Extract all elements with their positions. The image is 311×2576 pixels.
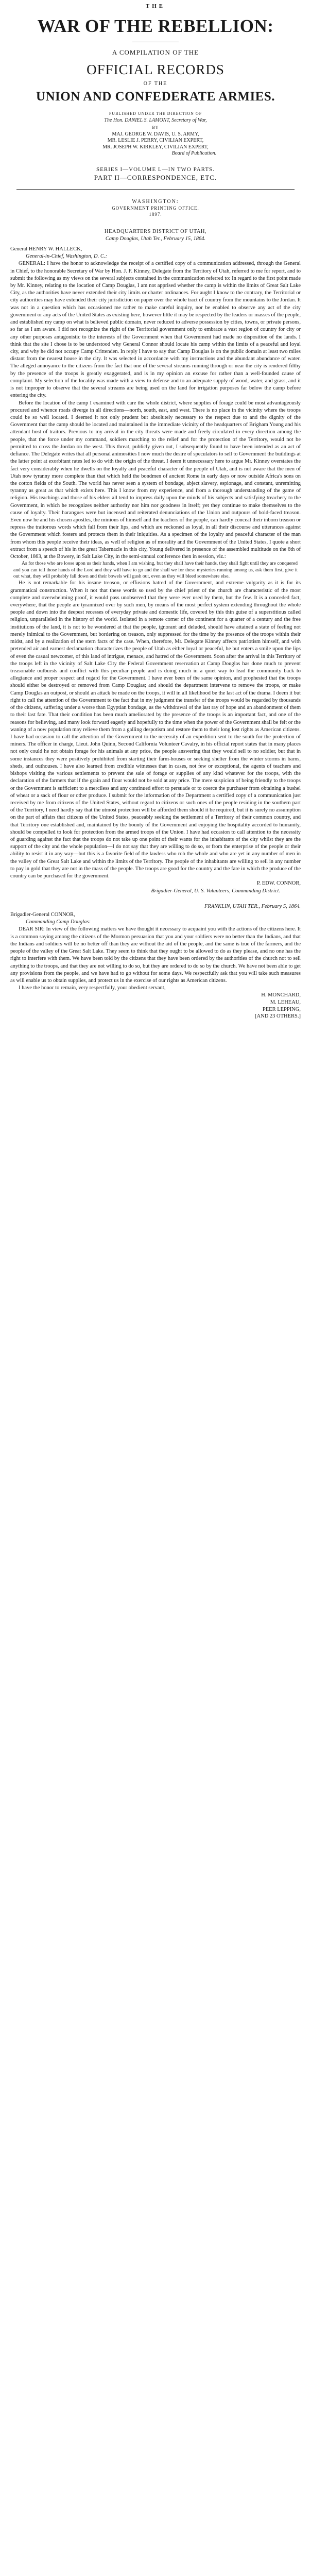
board-member: MR. LESLIE J. PERRY, CIVILIAN EXPERT, <box>107 138 204 143</box>
letter-heading: HEADQUARTERS DISTRICT OF UTAH, <box>104 228 207 234</box>
letter-paragraph: Before the location of the camp I examined with care the whole district, where supplies of forage could be most advantageously procured and whence roads diverge in all directions—north, south, east, and west. There is no place in the vicinity where the troops could be so well located. I deemed it not only prudent but absolutely necessary to the respect due to and the dignity of the Government that the camp should be located and maintained in the immediate vicinity of the headquarters of Brigham Young and his attendant host of traitors. Previous to my arrival in the city threats were made and freely circulated in every direction among the people, that the force under my command, soldiers marching to the relief and for the protection of the Territory, would not be permitted to cross the Jordan on the west. This threat, publicly given out, I subsequently found to have been intended as an act of defiance. The Delegate writes that all personal animosities I now much the desire of speculators to sell to Government the buildings at the latter point at exorbitant rates led to do with the origin of the threat. I deem it unnecessary here to argue Mr. Kinney overstates the fact very considerably when he dwells on the loyalty and peaceful character of the people of Utah, and is not aware that the men of Utah now tyranny more complete than that which held the bondmen of ancient Rome in early days or now outside Africa's sons on the cotton fields of the South. The world has never seen a system of bondage, abject slavery, espionage, and constant, unremitting tyranny as great as that which exists here. This I know from my experience, and from a thorough understanding of the game of religion. His teachings and those of his elders all tend to impress daily upon the minds of his subjects and satisfying treachery to the Government, in which he recognizes neither authority nor him nor goodness in itself; yet they continue to make themselves to the cause of loyalty. Their harangues were but incensed and reiterated denunciations of the Union and outpours of bold-faced treason. Even now he and his chosen apostles, the minions of himself and the teachers of the people, can hardly conceal their inborn treason or repress the traitorous words which fall from their lips, and which are reckoned as loyal, in all their discourse and utterances against the Government which fosters and protects them in their iniquities. As a specimen of the loyalty and peaceful character of the man from whom this people receive their ideas, as well of religion as of morality and the Government of the United States, I quote a short extract from a speech of his in the great Tabernacle in this city, Young delivered in presence of the assembled multitude on the 6th of October, 1863, at the Bowery, in Salt Lake City, in the semi-annual conference then in session, viz.: <box>10 400 301 560</box>
subtitle-of-the: OF THE <box>143 80 168 87</box>
letter-paragraph: DEAR SIR: In view of the following matters we have thought it necessary to acquaint you with the actions of the citizens here. It is a common saying among the citizens of the Mormon persuasion that you and your soldiers were no better than the Indians, and that the Indians and soldiers will be no better off than they are without the aid of the people, and the same is true of the farmers, and the people of the valley of the Great Salt Lake. They seem to think that they ought to be allowed to do as they please, and no one has the right to interfere with them. We have been told by the citizens that they have been ordered by the authorities of the church not to sell anything to the troops, and that they are not willing to do so, but they are ordered to do so by the church. We have not been able to get any provisions from the people, and we have had to go without for some days. We respectfully ask that you will take such measures as will enable us to obtain supplies, and protect us in the exercise of our rights as American citizens. <box>10 926 301 984</box>
recipient-name: Brigadier-General CONNOR, <box>10 912 75 918</box>
signer: PEER LEPPING, <box>262 1006 301 1012</box>
subtitle-armies: UNION AND CONFEDERATE ARMIES. <box>36 89 275 104</box>
addressee-title: General-in-Chief, Washington, D. C.: <box>26 253 107 260</box>
divider <box>16 189 295 190</box>
subtitle-official-records: OFFICIAL RECORDS <box>87 61 224 77</box>
letter-closing: I have the honor to remain, very respectfully, your obedient servant, <box>19 985 166 991</box>
letter2-signers <box>10 992 301 1020</box>
letter-connor <box>10 228 301 1020</box>
book-title: WAR OF THE REBELLION: <box>37 16 274 36</box>
imprint-office: GOVERNMENT PRINTING OFFICE. <box>112 205 199 211</box>
board-member: MR. JOSEPH W. KIRKLEY, CIVILIAN EXPERT, <box>102 144 209 150</box>
series-line: SERIES I—VOLUME L—IN TWO PARTS. <box>96 166 215 173</box>
published-under: PUBLISHED UNDER THE DIRECTION OF <box>109 111 202 116</box>
letter-paragraph: He is not remarkable for his insane treason, or effusions hatred of the Government, and extreme vulgarity as it is for its grammatical construction. When it not that these words so used by the chief priest of the church are characteristic of the most complete and overwhelming proof, it would pass unobserved that they were ever used by them, but the few. It is a conceded fact, everywhere, that the people are tyrannized over by such men, by means of the most perfect system extending throughout the whole people and down into the deepest recesses of everyday private and domestic life, covered by this thin guise of a superstitious called religion, unparalleled in the history of the world. Isolated in a remote corner of the continent for a quarter of a century and the free institutions of the land, it is not to be wondered at that the people, ignorant and deluded, should have attained a state of feeling not merely inimical to the Government, but bordering on treason, only suppressed for the time by the presence of the troops within their midst, and by a realization of the stern facts of the case. When, therefore, Mr. Delegate Kinney affects patriotism himself, and with pretended air and earnest declamation characterizes the people of Utah as either loyal or peaceful, he but enters a smile upon the lips of even the casual newcomer, of this land of intrigue, menace, and hatred of the Government. Soon after the arrival in this Territory of the troops left in the vicinity of Salt Lake City the Federal Government reservation at Camp Douglas has done much to prevent treasonable outbursts and conflict with this peculiar people and is doing much in a quiet way to lead the community back to allegiance and proper respect and regard for the Government. I have ever been of the same opinion, and prophesied that the troops should either be destroyed or removed from Camp Douglas; and should the department intervene to remove the troops, or make Camp Douglas an outpost, or should an attack be made on the troops, it will in all likelihood be the last act of the drama. I deem it but right to call the attention of the Government to the fact that in my judgment the transfer of the troops would be regarded by thousands of the citizens, suffering under a worse than Egyptian bondage, as the withdrawal of the last ray of hope and an abandonment of them to their last fate. That their condition has been much ameliorated by the presence of the troops is an important fact, and one of the reasons for believing, and many look forward eagerly and hopefully to the time when the power of the Government shall be felt or the waning of a now population may relieve them from a galling despotism and restore them to their long lost rights as American citizens. I have had occasion to call the attention of the Government to the necessity of an expedition sent to the south for the protection of miners. The officer in charge, Lieut. John Quinn, Second California Volunteer Cavalry, in his official report states that in many places not only could he not obtain forage for his animals at any price, the people answering that they would sell to no soldier, but that in some instances they were positively prohibited from starting their farm-houses or seeking shelter from the winter storms in barns, sheds, and outhouses. I have also learned from credible witnesses that in cases, not few or exceptional, the agents of teachers and bishops visiting the various settlements to prevent the sale of forage or supplies of any kind whatever for the troops, with the declaration of the farmers that if the grain and flour would not be sold at any price. The mere suspicion of being friendly to the troops or the Government is sufficient to a merciless and any continued effort to persuade or to coerce the purchaser from obtaining a bushel of wheat or a sack of flour or other produce. I submit for the information of the Department a certified copy of a communication just received by me from citizens of the United States, without regard to citizens or such ones of the people residing in the southern part of the Territory, I need hardly say that the utmost protection will be afforded them should it be required, but it is surely no assumption on the part of affairs that citizens of the United States, peaceably seeking the settlement of a Territory of their common country, and that Territory one established and, maintained by the bounty of the Government and enjoying the hospitality accorded to humanity, should be compelled to look for protection from the armed troops of the Union. I have had occasion to call attention to the necessity of guarding against the fact that the troops do not take up one point of their wants for the inhabitants of the city whilst they are the support of the city and the whole population—I do not say that they are willing to do so, or from the enterprise of the people or their ability to resist it in any way—but this is a favorite field of the lawless who rob the whole and who are yet in any number of men in the valley of the Great Salt Lake and within the limits of the Territory. The people of the inhabitants are willing to sell in any number to pay in gold that they are not in the mass of the people. The troops are good for the country and the fare in which the produce of the country can be purchased for the government. <box>10 580 301 879</box>
subtitle-compilation: A COMPILATION OF THE <box>112 48 199 56</box>
board-of-publication <box>10 131 301 157</box>
addressee-name: General HENRY W. HALLECK, <box>10 246 82 252</box>
part-line: PART II—CORRESPONDENCE, ETC. <box>94 173 217 181</box>
title-prefix: THE <box>145 3 166 9</box>
letter-addressee <box>10 246 301 260</box>
letter2-place-date: FRANKLIN, UTAH TER., February 5, 1864. <box>204 903 301 909</box>
board-label: Board of Publication. <box>171 150 217 156</box>
letter-quote: As for those who are loose upon us their hands, when I am wishing, but they shall have their hands, they shall fight until they are conquered and you can tell those hands of the Lord and they will have to go and the shall we for these mysteries running among us, ask them first, give it out what, they will probably fall down and their bowels will gush out, even as they will bleed somewhere else. <box>13 561 298 580</box>
signer: H. MONCHARD, <box>261 992 301 998</box>
secretary-of-war: The Hon. DANIEL S. LAMONT, Secretary of War, <box>104 117 207 123</box>
recipient-title: Commanding Camp Douglas: <box>26 919 91 925</box>
imprint-city: WASHINGTON: <box>132 198 179 205</box>
letter-signature-title: Brigadier-General, U. S. Volunteers, Commanding District. <box>151 888 280 894</box>
board-member: MAJ. GEORGE W. DAVIS, U. S. ARMY, <box>112 131 199 137</box>
signer: [AND 23 OTHERS.] <box>255 1013 301 1020</box>
by-line: BY <box>152 125 159 130</box>
letter-signature: P. EDW. CONNOR, <box>256 880 301 887</box>
imprint-year: 1897. <box>149 211 162 217</box>
letter2-recipient <box>10 911 301 926</box>
signer: M. LEHEAU, <box>270 999 301 1006</box>
letter-place-date: Camp Douglas, Utah Ter., February 15, 1864. <box>105 235 206 242</box>
letter-paragraph: GENERAL: I have the honor to acknowledge the receipt of a certified copy of a communication addressed, through the General in Chief, to the honorable Secretary of War by Hon. J. F. Kinney, Delegate from the Territory of Utah, referred to me for report, and to submit the following as my views on the several subjects contained in the communication referred to: In regard to the first point made by Mr. Kinney, relating to the location of Camp Douglas, I am not apprised whether the camp is within the limits of Great Salt Lake City, as the authorities have never extended their city limits or charter ordinances. For aught I know to the contrary, the Territorial or city authorities may have extended their city jurisdiction on paper over the whole tract of country from the mountains to the Jordan. It was not in a question which has occasioned me rather to make careful inquiry, nor be enabled to observe any act of the city government or any acts of the United States as existing here, however little it may be respected by the leaders or masses of the people, and established my camp on what is believed public domain, never reduced to adverse possession by cities, towns, or private persons, so far as I am aware. I did not recognize the right of the Territorial government only to embrace a vast region of country for city or any other purposes antagonistic to the interests of the Government when that Government had made no disposition of the lands. I think that the site I chose is to be understood why General Connor should locate his camp within the limits of a peaceful and loyal city, and why he did not occupy Camp Crittenden. In reply I have to say that Camp Douglas is on the public domain at least two miles distant from the nearest house in the city. It was selected in accordance with my instructions and the abundant abundance of water. The alleged annoyance to the citizens from the fact that one of the several streams running through or near the city is rendered filthy by the presence of the troops is greatly exaggerated, and is in my opinion an excuse for rather than a well-founded cause of complaint. My selection of the locality was made with a view to defense and to an adequate supply of wood, water, and grass, and it is not improper to observe that the several streams are being used on the land for irrigation purposes far below the camp before entering the city. <box>10 261 301 399</box>
